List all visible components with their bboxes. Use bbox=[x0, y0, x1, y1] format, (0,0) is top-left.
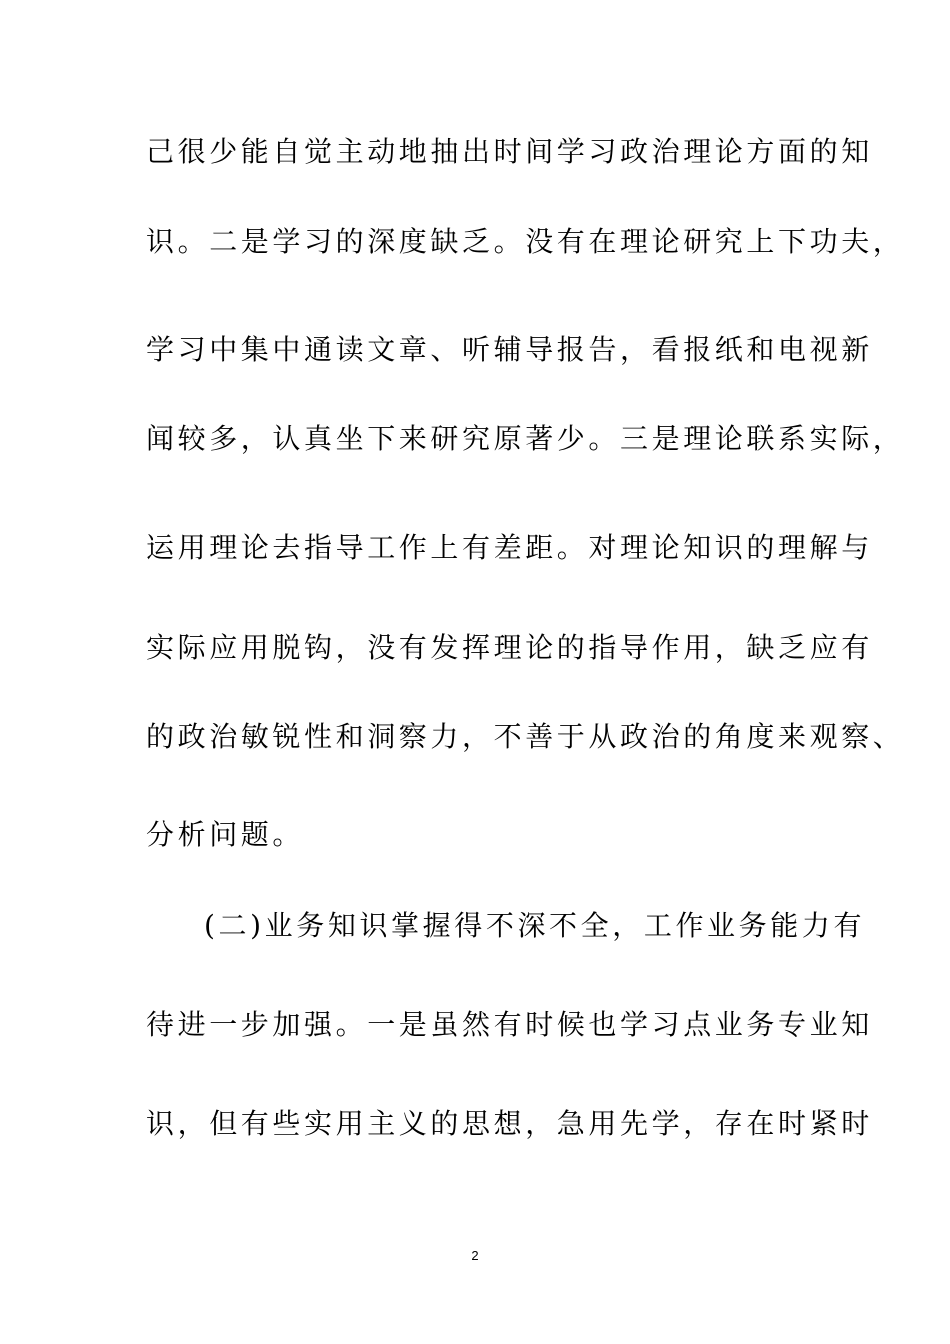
section-heading-line: (二)业务知识掌握得不深不全，工作业务能力有 bbox=[204, 909, 866, 942]
body-text-line: 的政治敏锐性和洞察力，不善于从政治的角度来观察、 bbox=[146, 720, 905, 753]
body-text-line: 识。二是学习的深度缺乏。没有在理论研究上下功夫， bbox=[146, 225, 905, 258]
body-text-line: 闻较多，认真坐下来研究原著少。三是理论联系实际， bbox=[146, 422, 905, 455]
body-text-line: 学习中集中通读文章、听辅导报告，看报纸和电视新 bbox=[146, 333, 873, 366]
page-number: 2 bbox=[471, 1248, 479, 1263]
body-text-line: 识，但有些实用主义的思想，急用先学，存在时紧时 bbox=[146, 1107, 873, 1140]
body-text-line: 实际应用脱钩，没有发挥理论的指导作用，缺乏应有 bbox=[146, 631, 873, 664]
body-text-line: 分析问题。 bbox=[146, 818, 305, 851]
body-text-line: 己很少能自觉主动地抽出时间学习政治理论方面的知 bbox=[146, 135, 873, 168]
body-text-line: 待进一步加强。一是虽然有时候也学习点业务专业知 bbox=[146, 1008, 873, 1041]
body-text-line: 运用理论去指导工作上有差距。对理论知识的理解与 bbox=[146, 531, 873, 564]
